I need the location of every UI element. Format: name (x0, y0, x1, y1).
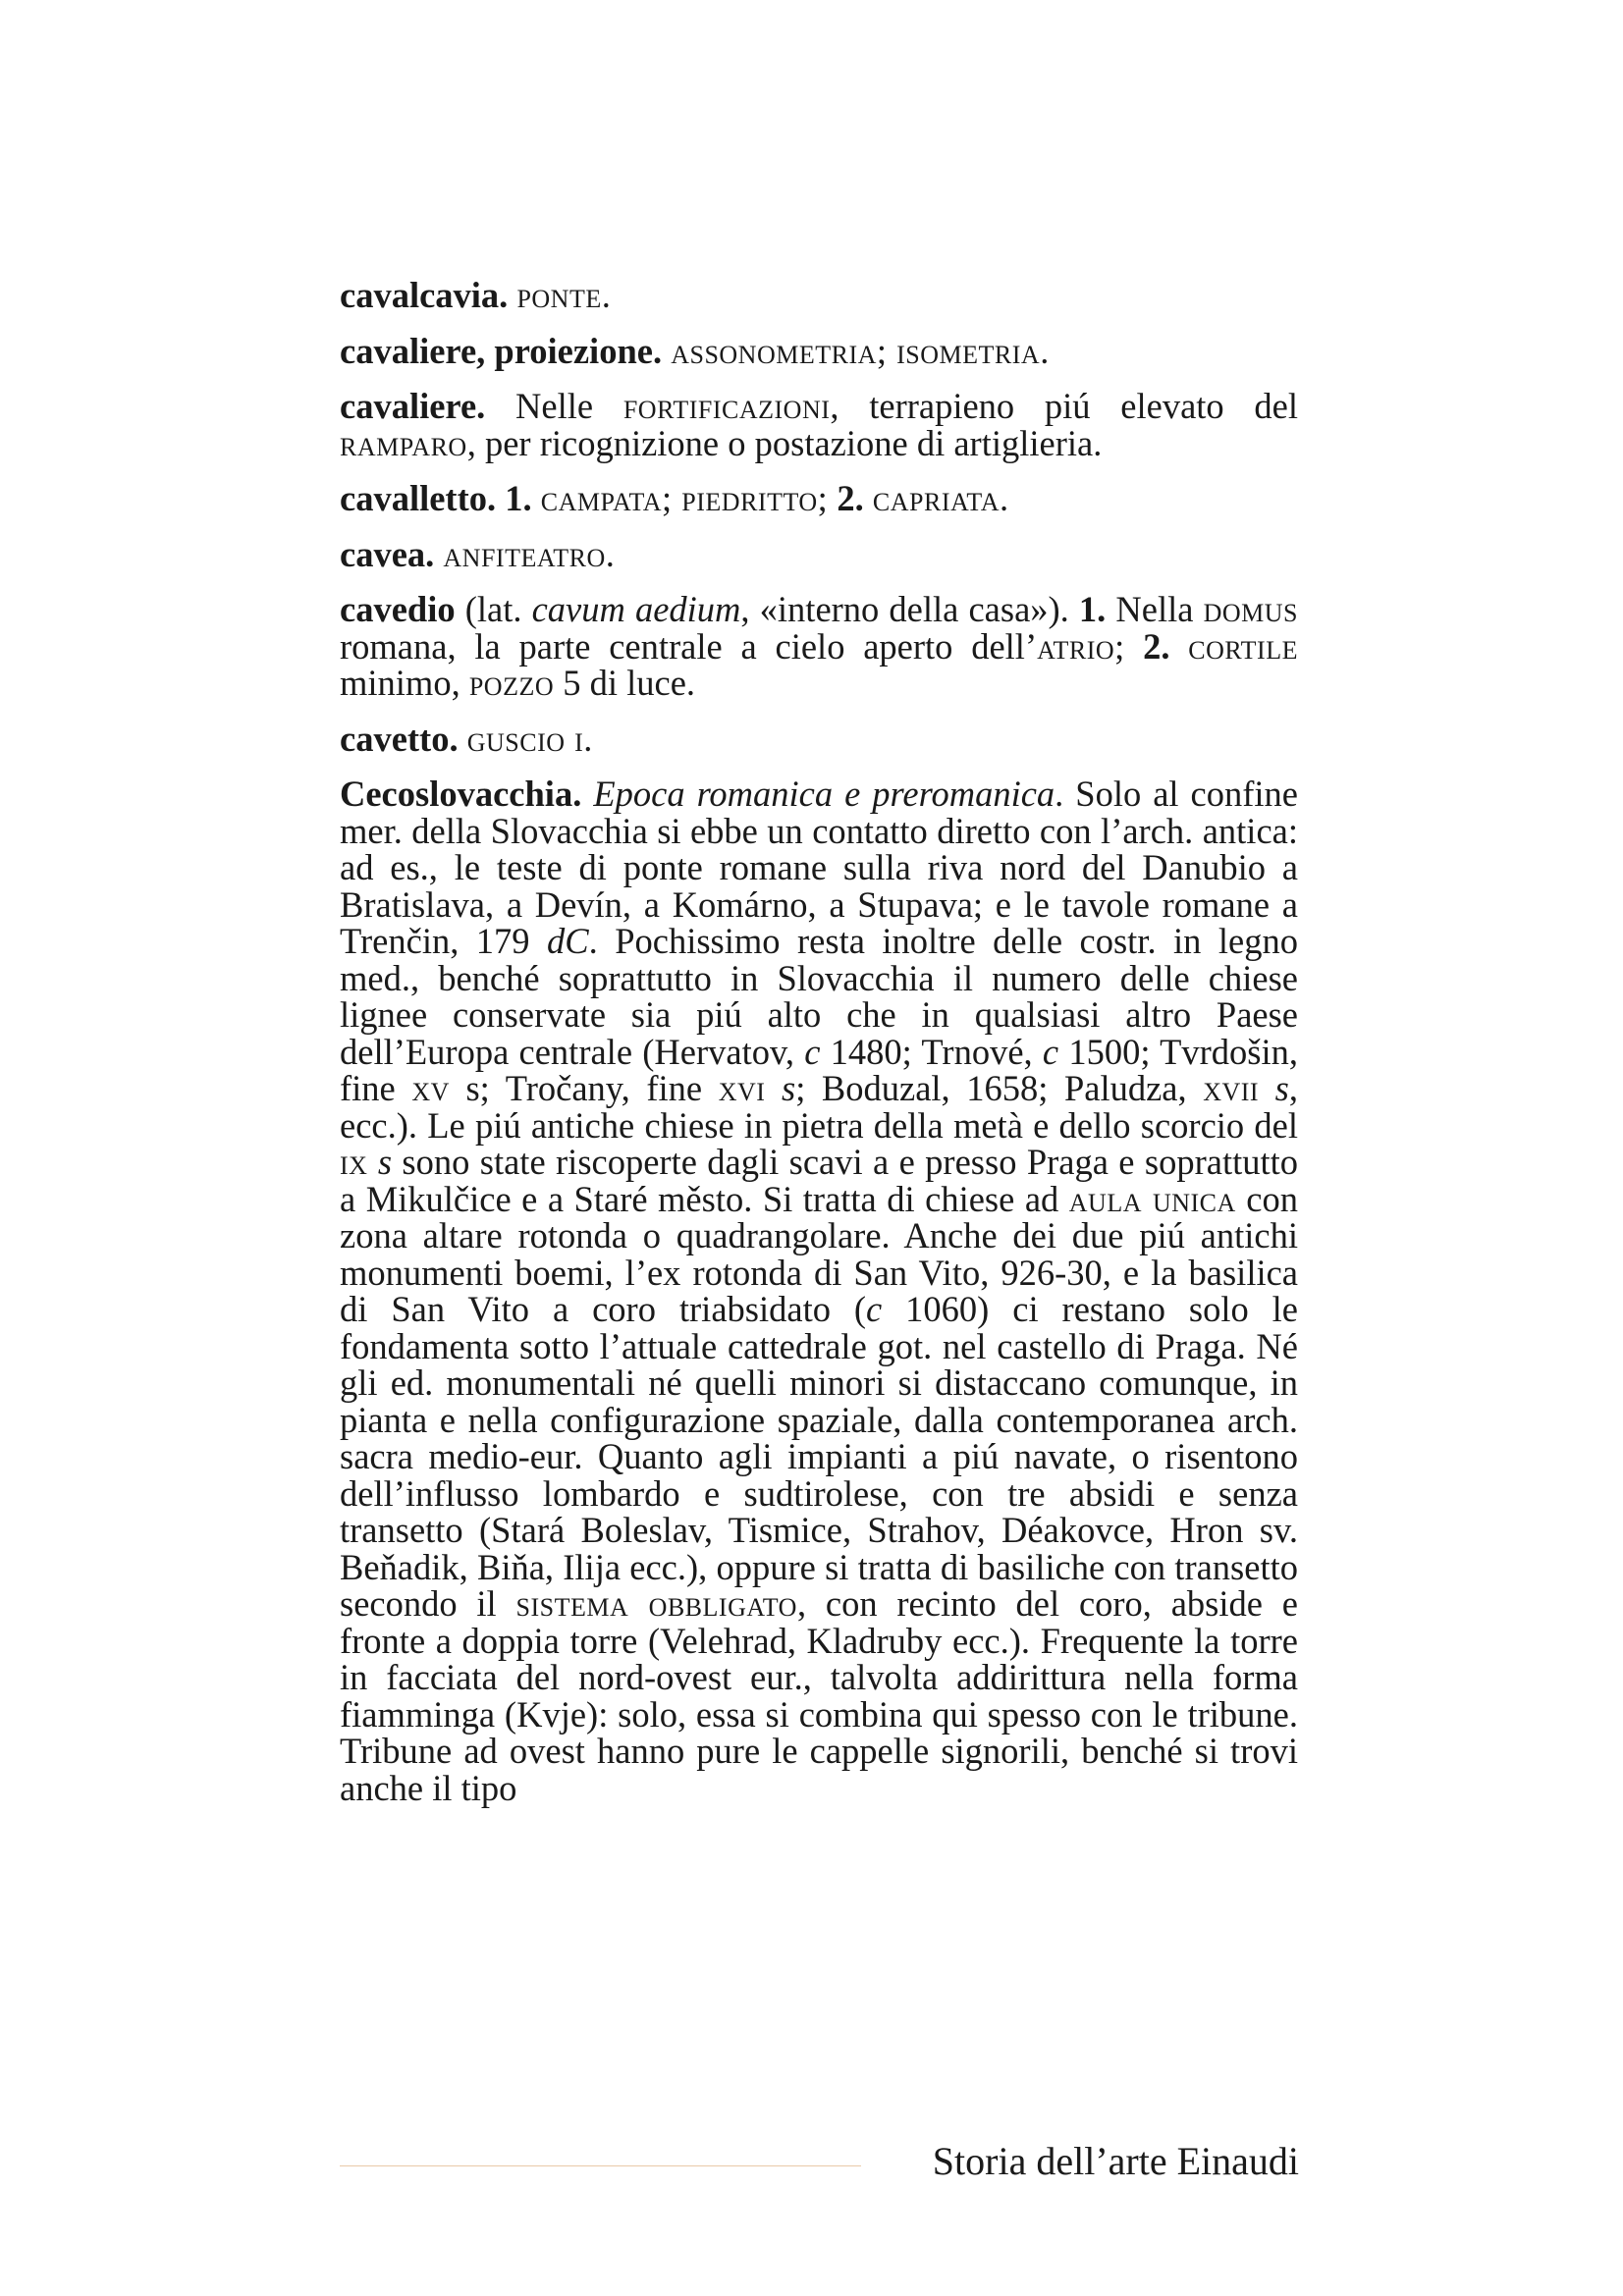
body-text: con zona altare rotonda o quadrangolare. Anche dei due piú antichi monumenti boemi, l’ex rotonda di San Vito, 926-30, e la basilica di San Vito a coro triabsidato ( (340, 1178, 1299, 1329)
headword: cavalletto. (340, 478, 497, 518)
cross-reference: cortile (1188, 625, 1298, 667)
entry-cavedio (340, 591, 1298, 702)
definition-text: , per ricognizione o postazione di artiglieria. (466, 422, 1103, 463)
headword: cavea. (340, 533, 435, 574)
sense-number: 2. (837, 478, 864, 518)
definition-text: , «interno della casa»). (740, 589, 1079, 629)
headword: cavalcavia. (340, 275, 509, 315)
italic-text: s (377, 1142, 393, 1182)
body-text: , con recinto del coro, abside e fronte a doppia torre (Velehrad, Kladruby ecc.). Frequente la torre in facciata del nord-ovest eur., talvolta addirittura nella forma fiamminga (Kvje): solo, essa si combina qui spesso con le tribune. Tribune ad ovest hanno pure le cappelle signorili, benché si trovi anche il tipo (340, 1583, 1298, 1808)
definition-text (1169, 626, 1188, 667)
body-text: . Pochissimo resta inoltre delle costr. in legno med., benché soprattutto in Slovacchia il numero delle chiese lignee conservate sia piú alto che in qualsiasi altro Paese dell’Europa centrale (Hervatov, (340, 921, 1298, 1072)
cross-reference: capriata. (872, 478, 1009, 518)
footer-rule (340, 2165, 861, 2166)
entry-cecoslovacchia (340, 775, 1298, 1806)
cross-reference: anfiteatro. (443, 533, 616, 574)
headword: Cecoslovacchia. (340, 774, 582, 814)
cross-reference: domus (1203, 589, 1298, 629)
definition-text: minimo, (340, 663, 469, 703)
body-text: 1060) ci restano solo le fondamenta sotto l’attuale cattedrale got. nel castello di Praga. Né gli ed. monumentali né quelli minori si distaccano comunque, in pianta e nella configurazione spaziale, dalla contemporanea arch. sacra medio-eur. Quanto agli impianti a piú navate, o risentono dell’influsso lombardo e sudtirolese, con tre absidi e senza transetto (Stará Boleslav, Tismice, Strahov, Déakovce, Hron sv. Beňadik, Biňa, Ilija ecc.), oppure si tratta di basiliche con transetto secondo il (340, 1289, 1298, 1624)
body-text (1259, 1068, 1275, 1108)
cross-reference: fortificazioni (622, 386, 831, 426)
definition-text: Nelle (485, 386, 623, 426)
roman-numeral: ix (340, 1142, 368, 1182)
italic-text: s (781, 1068, 796, 1108)
section-subtitle: Epoca romanica e preromanica (593, 774, 1055, 814)
entry-cavalletto (340, 480, 1298, 517)
cross-reference: guscio i. (466, 718, 593, 759)
cross-reference: campata; piedritto; (540, 478, 829, 518)
entry-cavalcavia (340, 277, 1298, 314)
definition-text: Nella (1106, 589, 1204, 629)
entry-cavaliere (340, 388, 1298, 461)
italic-text: c (804, 1031, 821, 1072)
cross-reference: assonometria; isometria. (671, 330, 1050, 371)
cross-reference: atrio (1037, 625, 1115, 667)
italic-text: s (1274, 1068, 1289, 1108)
cross-reference: sistema obbligato (515, 1583, 797, 1624)
sense-number: 1. (1078, 589, 1107, 629)
body-text: 1500; Tvrdošin, fine (340, 1031, 1298, 1108)
italic-text: c (866, 1289, 883, 1329)
body-text: ; Boduzal, 1658; Paludza, (795, 1068, 1204, 1108)
headword: cavetto. (340, 718, 459, 759)
definition-text: , terrapieno piú elevato del (830, 386, 1298, 426)
headword: cavaliere, proiezione. (340, 330, 663, 371)
dictionary-column (340, 277, 1298, 1825)
body-text: , ecc.). Le piú antiche chiese in pietra della metà e dello scorcio del (340, 1068, 1299, 1146)
italic-text: cavum aedium (531, 589, 741, 629)
roman-numeral: xvii (1203, 1068, 1260, 1108)
italic-text: dC (547, 921, 589, 961)
sense-number: 2. (1143, 625, 1170, 667)
body-text: s; Tročany, fine (449, 1068, 719, 1108)
headword: cavedio (340, 589, 456, 629)
roman-numeral: xvi (718, 1068, 766, 1108)
entry-cavetto (340, 718, 1298, 759)
cross-reference: ponte. (516, 275, 612, 315)
body-text (765, 1068, 782, 1108)
roman-numeral: xv (411, 1068, 450, 1108)
cross-reference: pozzo (468, 663, 555, 703)
definition-text: romana, la parte centrale a cielo aperto dell’ (340, 625, 1038, 667)
cross-reference: ramparo (340, 422, 467, 463)
italic-text: c (1042, 1031, 1059, 1072)
entry-cavaliere-proiezione (340, 330, 1298, 371)
body-text: sono state riscoperte dagli scavi a e presso Praga e soprattutto a Mikulčice e a Staré město. Si tratta di chiese ad (340, 1142, 1299, 1219)
body-text: . Solo al confine mer. della Slovacchia si ebbe un contatto diretto con l’arch. antica: ad es., le teste di ponte romane sulla riva nord del Danubio a Bratislava, a Devín, a Komárno, a Stupava; e le tavole romane a Trenčin, 179 (340, 774, 1298, 961)
sense-number: 1. (505, 478, 532, 518)
footer-publication-title: Storia dell’arte Einaudi (932, 2139, 1299, 2183)
headword: cavaliere. (340, 386, 486, 426)
body-text: 1480; Trnové, (820, 1031, 1043, 1072)
definition-text: (lat. (455, 589, 532, 629)
definition-text: 5 di luce. (554, 663, 696, 703)
definition-text: ; (1114, 625, 1144, 667)
body-text (367, 1142, 377, 1182)
entry-cavea (340, 533, 1298, 574)
cross-reference: aula unica (1068, 1178, 1236, 1219)
